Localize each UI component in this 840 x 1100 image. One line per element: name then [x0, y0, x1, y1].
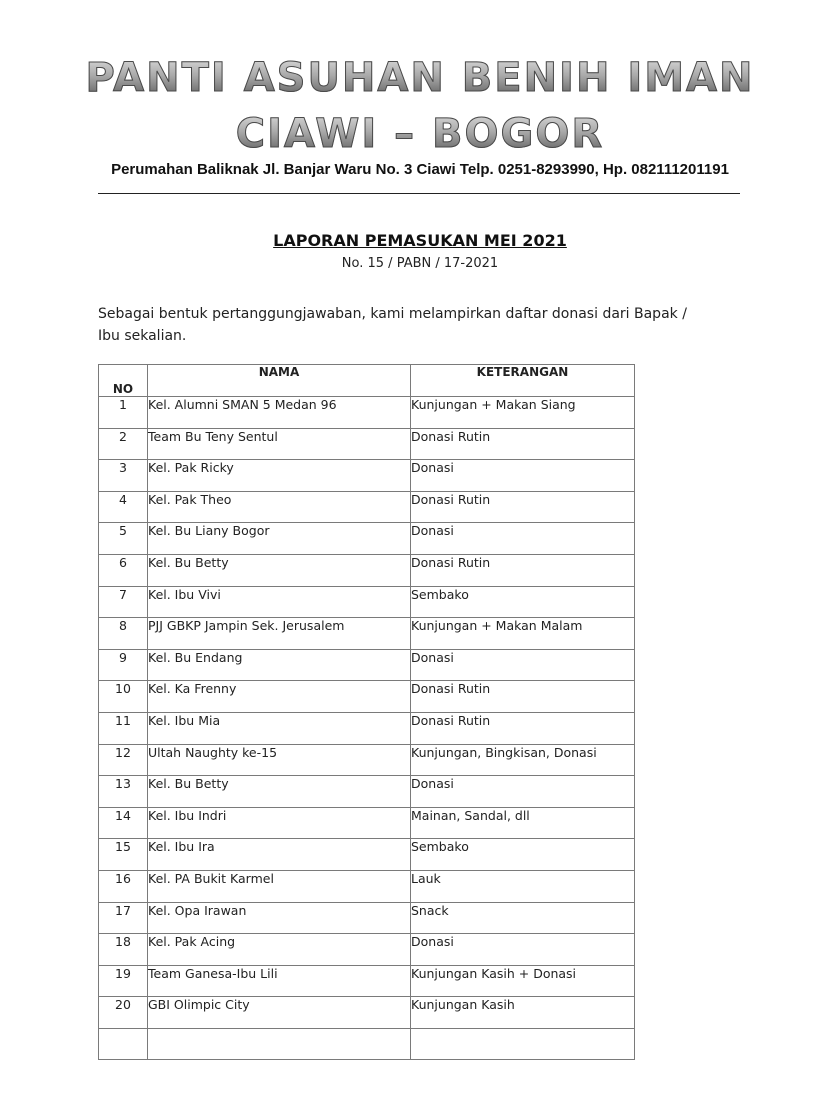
- row-nama: Kel. Ibu Mia: [148, 712, 411, 744]
- row-number: 18: [99, 934, 148, 966]
- header-no: NO: [99, 365, 148, 397]
- row-number: [99, 1028, 148, 1060]
- header-divider: [98, 193, 740, 194]
- row-keterangan: Donasi: [411, 460, 635, 492]
- table-row: [99, 649, 635, 681]
- table-row: [99, 870, 635, 902]
- row-number: 6: [99, 554, 148, 586]
- table-row: [99, 965, 635, 997]
- row-number: 12: [99, 744, 148, 776]
- row-number: 19: [99, 965, 148, 997]
- row-nama: Kel. PA Bukit Karmel: [148, 870, 411, 902]
- row-keterangan: Donasi Rutin: [411, 491, 635, 523]
- table-row: [99, 554, 635, 586]
- table-row: [99, 997, 635, 1029]
- table-row: [99, 807, 635, 839]
- row-nama: Kel. Pak Theo: [148, 491, 411, 523]
- row-number: 14: [99, 807, 148, 839]
- table-row: [99, 586, 635, 618]
- org-name-line2: CIAWI – BOGOR: [0, 114, 840, 154]
- table-row: [99, 776, 635, 808]
- table-row: [99, 618, 635, 650]
- table-row: [99, 397, 635, 429]
- row-nama: Team Ganesa-Ibu Lili: [148, 965, 411, 997]
- row-number: 10: [99, 681, 148, 713]
- table-header-row: [99, 365, 635, 397]
- row-keterangan: Donasi Rutin: [411, 554, 635, 586]
- row-nama: Kel. Bu Endang: [148, 649, 411, 681]
- row-number: 20: [99, 997, 148, 1029]
- row-keterangan: Donasi: [411, 649, 635, 681]
- row-number: 9: [99, 649, 148, 681]
- table-row: [99, 681, 635, 713]
- donation-table: [98, 364, 635, 1060]
- row-nama: Kel. Bu Betty: [148, 554, 411, 586]
- row-keterangan: Lauk: [411, 870, 635, 902]
- table-row: [99, 491, 635, 523]
- intro-paragraph: Sebagai bentuk pertanggungjawaban, kami melampirkan daftar donasi dari Bapak / Ibu sekalian.: [98, 306, 687, 344]
- table-row: [99, 839, 635, 871]
- row-nama: Team Bu Teny Sentul: [148, 428, 411, 460]
- row-keterangan: Kunjungan Kasih: [411, 997, 635, 1029]
- row-nama: Kel. Ibu Indri: [148, 807, 411, 839]
- row-number: 1: [99, 397, 148, 429]
- table-row: [99, 460, 635, 492]
- row-nama: [148, 1028, 411, 1060]
- row-nama: Ultah Naughty ke-15: [148, 744, 411, 776]
- row-number: 4: [99, 491, 148, 523]
- row-nama: Kel. Pak Acing: [148, 934, 411, 966]
- row-nama: Kel. Bu Betty: [148, 776, 411, 808]
- row-keterangan: Kunjungan + Makan Siang: [411, 397, 635, 429]
- row-keterangan: Kunjungan Kasih + Donasi: [411, 965, 635, 997]
- row-keterangan: Donasi Rutin: [411, 681, 635, 713]
- table-row: [99, 523, 635, 555]
- table-row: [99, 1028, 635, 1060]
- row-nama: Kel. Pak Ricky: [148, 460, 411, 492]
- row-keterangan: Donasi: [411, 776, 635, 808]
- row-keterangan: Mainan, Sandal, dll: [411, 807, 635, 839]
- row-keterangan: Donasi Rutin: [411, 712, 635, 744]
- row-number: 5: [99, 523, 148, 555]
- row-number: 17: [99, 902, 148, 934]
- row-number: 15: [99, 839, 148, 871]
- row-nama: Kel. Bu Liany Bogor: [148, 523, 411, 555]
- row-number: 2: [99, 428, 148, 460]
- org-address: Perumahan Baliknak Jl. Banjar Waru No. 3 Ciawi Telp. 0251-8293990, Hp. 082111201191: [111, 161, 729, 178]
- table-row: [99, 712, 635, 744]
- row-keterangan: Snack: [411, 902, 635, 934]
- row-number: 11: [99, 712, 148, 744]
- row-nama: Kel. Ibu Vivi: [148, 586, 411, 618]
- row-keterangan: Donasi Rutin: [411, 428, 635, 460]
- row-nama: Kel. Ibu Ira: [148, 839, 411, 871]
- header-keterangan: KETERANGAN: [411, 365, 635, 397]
- row-keterangan: Sembako: [411, 839, 635, 871]
- row-keterangan: Kunjungan, Bingkisan, Donasi: [411, 744, 635, 776]
- row-number: 16: [99, 870, 148, 902]
- table-row: [99, 744, 635, 776]
- row-keterangan: [411, 1028, 635, 1060]
- row-nama: Kel. Opa Irawan: [148, 902, 411, 934]
- row-number: 13: [99, 776, 148, 808]
- report-title: LAPORAN PEMASUKAN MEI 2021: [273, 231, 567, 250]
- table-row: [99, 934, 635, 966]
- row-nama: PJJ GBKP Jampin Sek. Jerusalem: [148, 618, 411, 650]
- row-keterangan: Kunjungan + Makan Malam: [411, 618, 635, 650]
- row-nama: GBI Olimpic City: [148, 997, 411, 1029]
- row-nama: Kel. Ka Frenny: [148, 681, 411, 713]
- table-row: [99, 902, 635, 934]
- row-nama: Kel. Alumni SMAN 5 Medan 96: [148, 397, 411, 429]
- row-keterangan: Donasi: [411, 934, 635, 966]
- header-nama: NAMA: [148, 365, 411, 397]
- report-number: No. 15 / PABN / 17-2021: [341, 256, 499, 271]
- org-name-line1: PANTI ASUHAN BENIH IMAN: [0, 58, 840, 98]
- row-keterangan: Sembako: [411, 586, 635, 618]
- row-keterangan: Donasi: [411, 523, 635, 555]
- row-number: 8: [99, 618, 148, 650]
- row-number: 3: [99, 460, 148, 492]
- table-row: [99, 428, 635, 460]
- row-number: 7: [99, 586, 148, 618]
